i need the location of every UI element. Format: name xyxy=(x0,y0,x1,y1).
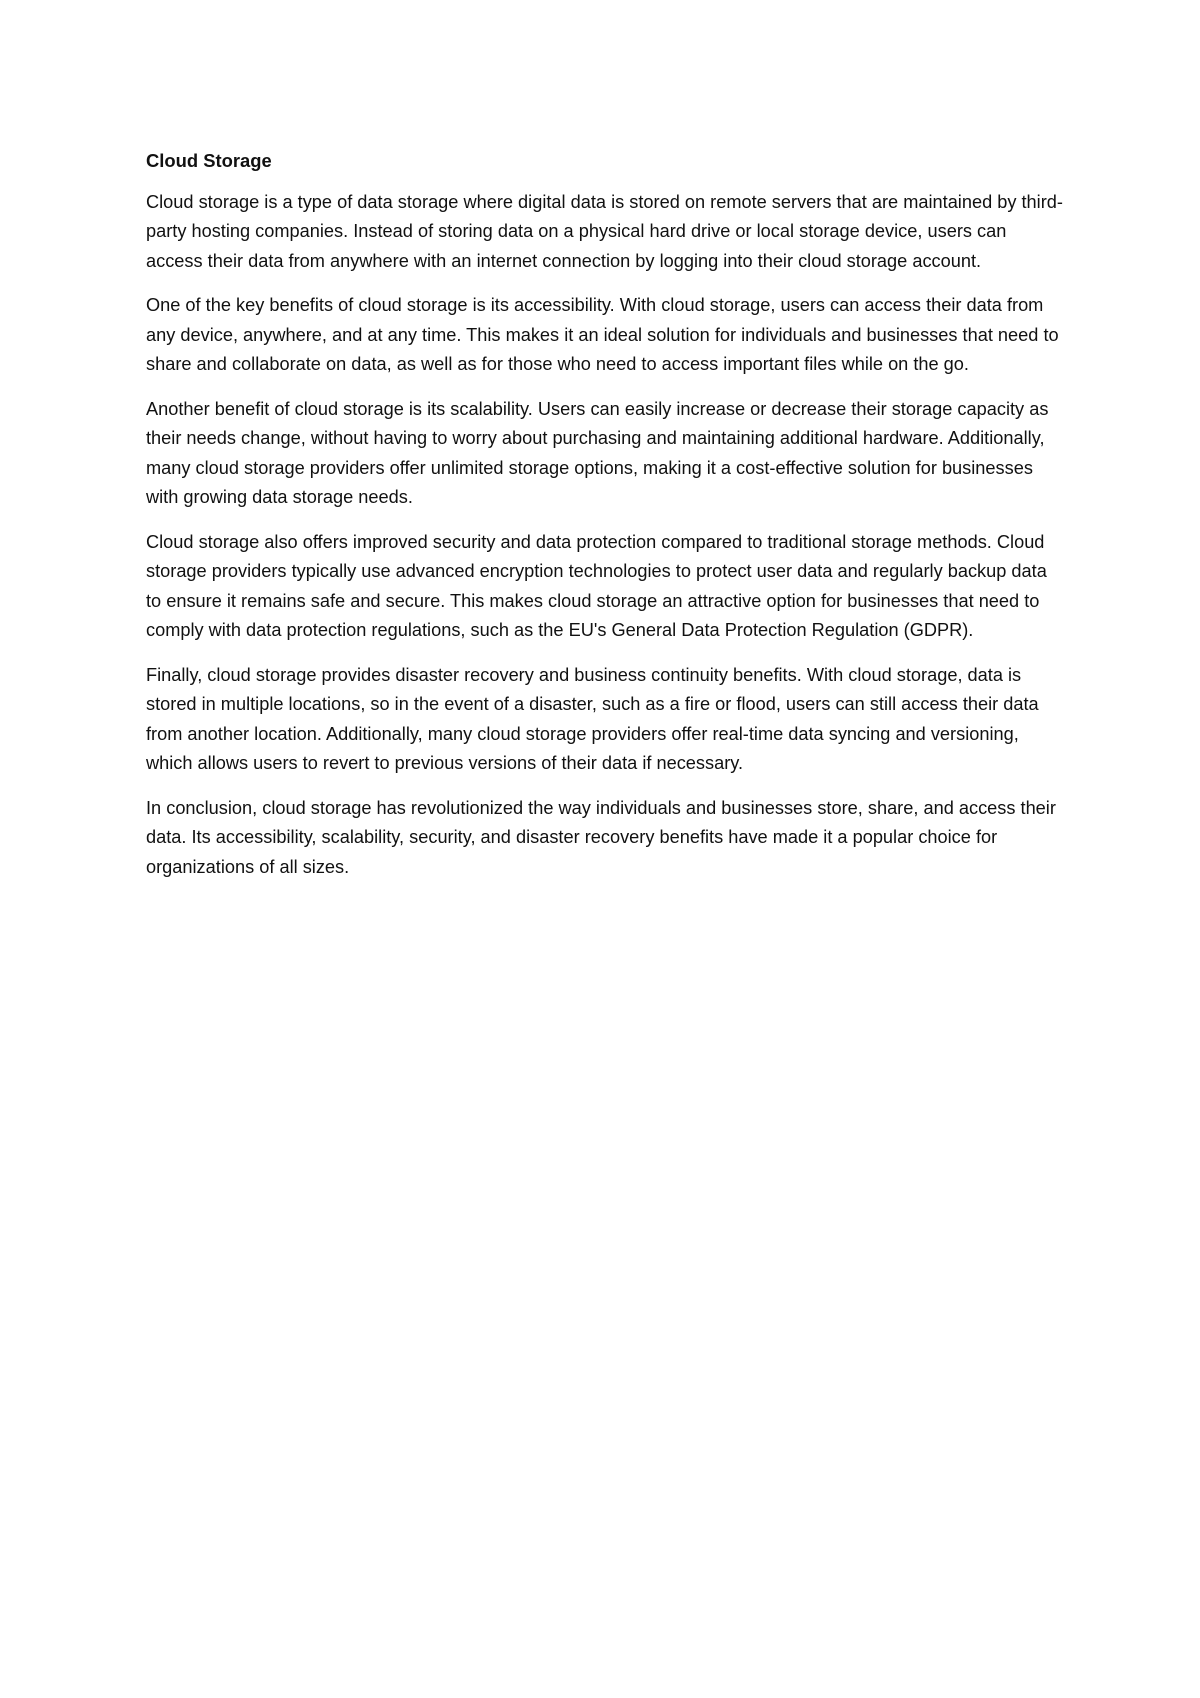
paragraph-accessibility: One of the key benefits of cloud storage is its accessibility. With cloud storage, users can access their data from any device, anywhere, and at any time. This makes it an ideal solution for individuals and businesses that need to share and collaborate on data, as well as for those who need to access important files while on the go. xyxy=(146,295,1059,374)
paragraph-definition: Cloud storage is a type of data storage where digital data is stored on remote servers that are maintained by third-party hosting companies. Instead of storing data on a physical hard drive or local storage device, users can access their data from anywhere with an internet connection by logging into their cloud storage account. xyxy=(146,191,1063,271)
paragraph-conclusion: In conclusion, cloud storage has revolutionized the way individuals and businesses store, share, and access their data. Its accessibility, scalability, security, and disaster recovery benefits have made it a popular choice for organizations of all sizes. xyxy=(146,797,1056,877)
paragraph-security: Cloud storage also offers improved security and data protection compared to traditional storage methods. Cloud storage providers typically use advanced encryption technologies to protect user data and regularly backup data to ensure it remains safe and secure. This makes cloud storage an attractive option for businesses that need to comply with data protection regulations, such as the EU's General Data Protection Regulation (GDPR). xyxy=(146,531,1047,640)
document-body xyxy=(146,146,1066,897)
paragraph-disaster-recovery: Finally, cloud storage provides disaster recovery and business continuity benefits. With cloud storage, data is stored in multiple locations, so in the event of a disaster, such as a fire or flood, users can still access their data from another location. Additionally, many cloud storage providers offer real-time data syncing and versioning, which allows users to revert to previous versions of their data if necessary. xyxy=(146,664,1039,773)
paragraph-scalability: Another benefit of cloud storage is its scalability. Users can easily increase or decrease their storage capacity as their needs change, without having to worry about purchasing and maintaining additional hardware. Additionally, many cloud storage providers offer unlimited storage options, making it a cost-effective solution for businesses with growing data storage needs. xyxy=(146,398,1049,507)
document-title: Cloud Storage xyxy=(146,150,272,171)
